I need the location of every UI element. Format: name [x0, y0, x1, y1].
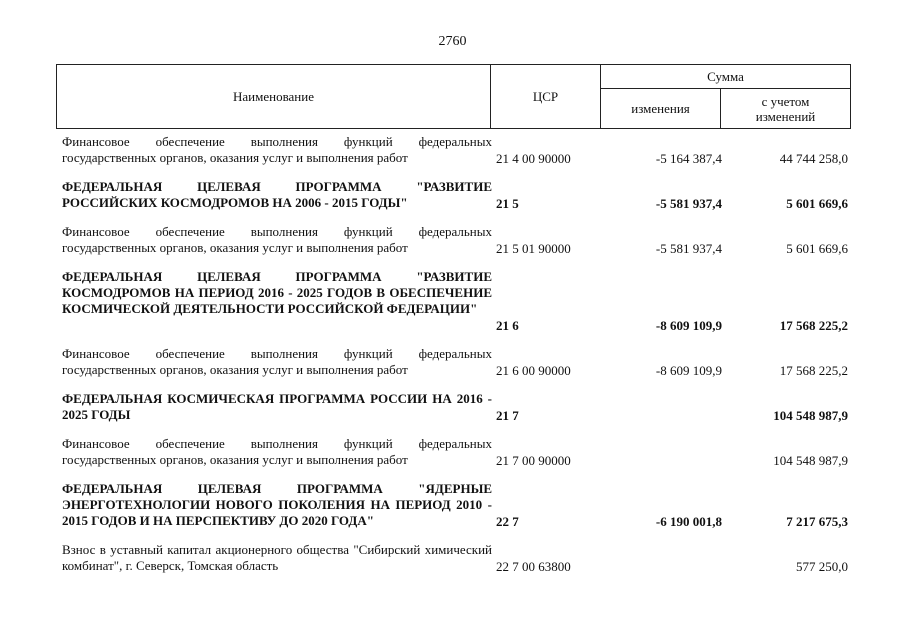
header-total-line2: изменений — [755, 108, 816, 124]
row-change: -5 164 387,4 — [655, 151, 722, 166]
table-row — [56, 179, 850, 221]
row-change: -8 609 109,9 — [655, 363, 722, 378]
row-total: 5 601 669,6 — [786, 241, 848, 256]
header-csr: ЦСР — [491, 65, 601, 129]
row-total: 44 744 258,0 — [779, 151, 848, 166]
table-body — [56, 134, 850, 574]
row-name: Финансовое обеспечение выполнения функций федеральных государственных органов, оказания услуг и выполнения работ — [62, 224, 492, 255]
row-total: 104 548 987,9 — [773, 408, 848, 423]
header-total-line1: с учетом — [761, 93, 810, 109]
row-name: Финансовое обеспечение выполнения функций федеральных государственных органов, оказания услуг и выполнения работ — [62, 134, 492, 165]
row-total: 5 601 669,6 — [786, 196, 848, 211]
row-change: -5 581 937,4 — [655, 196, 722, 211]
row-total: 104 548 987,9 — [773, 453, 848, 468]
table-row — [56, 224, 850, 266]
page-number: 2760 — [438, 34, 467, 49]
header-change: изменения — [601, 89, 721, 129]
row-total: 17 568 225,2 — [779, 363, 848, 378]
table-row — [56, 542, 850, 584]
row-csr: 21 5 — [496, 196, 519, 211]
row-csr: 21 7 — [496, 408, 519, 423]
row-name: Взнос в уставный капитал акционерного общества "Сибирский химический комбинат", г. Северск, Томская область — [62, 542, 492, 573]
row-name: Финансовое обеспечение выполнения функций федеральных государственных органов, оказания услуг и выполнения работ — [62, 436, 492, 467]
row-csr: 22 7 — [496, 514, 519, 529]
row-name: ФЕДЕРАЛЬНАЯ ЦЕЛЕВАЯ ПРОГРАММА "РАЗВИТИЕ РОССИЙСКИХ КОСМОДРОМОВ НА 2006 - 2015 ГОДЫ" — [62, 179, 492, 210]
table-header — [56, 64, 851, 129]
row-change: -8 609 109,9 — [655, 318, 722, 333]
row-csr: 21 7 00 90000 — [496, 453, 571, 468]
row-total: 7 217 675,3 — [786, 514, 848, 529]
row-csr: 21 4 00 90000 — [496, 151, 571, 166]
row-name: Финансовое обеспечение выполнения функций федеральных государственных органов, оказания услуг и выполнения работ — [62, 346, 492, 377]
table-row — [56, 269, 850, 343]
table-row — [56, 436, 850, 478]
row-total: 577 250,0 — [796, 559, 848, 574]
row-csr: 22 7 00 63800 — [496, 559, 571, 574]
table-row — [56, 481, 850, 539]
row-name: ФЕДЕРАЛЬНАЯ КОСМИЧЕСКАЯ ПРОГРАММА РОССИИ НА 2016 - 2025 ГОДЫ — [62, 391, 492, 422]
row-name: ФЕДЕРАЛЬНАЯ ЦЕЛЕВАЯ ПРОГРАММА "РАЗВИТИЕ КОСМОДРОМОВ НА ПЕРИОД 2016 - 2025 ГОДОВ В ОБЕСПЕЧЕНИЕ КОСМИЧЕСКОЙ ДЕЯТЕЛЬНОСТИ РОССИЙСКОЙ ФЕДЕРАЦИИ" — [62, 269, 492, 316]
row-total: 17 568 225,2 — [779, 318, 848, 333]
header-name: Наименование — [57, 65, 491, 129]
row-change: -6 190 001,8 — [655, 514, 722, 529]
row-csr: 21 6 — [496, 318, 519, 333]
header-total — [721, 89, 851, 129]
table-row — [56, 346, 850, 388]
row-change: -5 581 937,4 — [655, 241, 722, 256]
row-csr: 21 5 01 90000 — [496, 241, 571, 256]
row-name: ФЕДЕРАЛЬНАЯ ЦЕЛЕВАЯ ПРОГРАММА "ЯДЕРНЫЕ ЭНЕРГОТЕХНОЛОГИИ НОВОГО ПОКОЛЕНИЯ НА ПЕРИОД 2010 - 2015 ГОДОВ И НА ПЕРСПЕКТИВУ ДО 2020 ГОДА" — [62, 481, 492, 528]
table-row — [56, 134, 850, 176]
header-sum: Сумма — [601, 65, 851, 89]
table-row — [56, 391, 850, 433]
row-csr: 21 6 00 90000 — [496, 363, 571, 378]
